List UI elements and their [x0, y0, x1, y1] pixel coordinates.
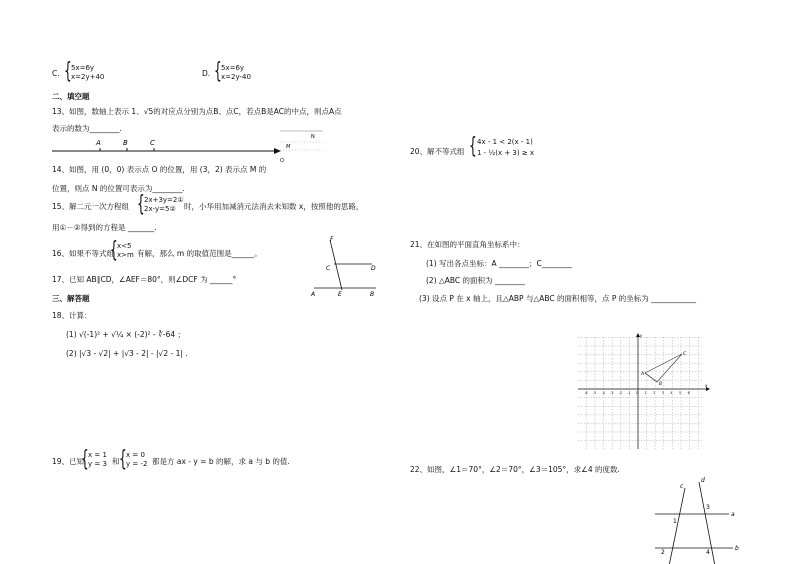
question-15-text: 时，小华用加减消元法消去未知数 x，按照他的思路， — [184, 202, 364, 211]
question-14-line1: 14、如图，用 (0，0) 表示点 O 的位置，用 (3，2) 表示点 M 的 — [52, 165, 267, 174]
question-19-system1: x = 1 y = 3 — [88, 451, 107, 468]
question-21-part2: (2) △ABC 的面积为 ________ — [426, 276, 525, 285]
question-20-system: 4x - 1 < 2(x - 1) 1 - ½(x + 3) ≥ x — [477, 138, 535, 158]
x-tick-label: -2 — [618, 391, 622, 395]
x-tick-label: -5 — [593, 391, 597, 395]
option-c-system: 5x=6y x=2y+40 — [71, 64, 105, 81]
brace: { — [64, 59, 72, 84]
question-19-system2: x = 0 y = -2 — [126, 451, 148, 468]
question-16-prefix: 16、如果不等式组 — [52, 249, 115, 258]
intersecting-lines-figure-q22 — [655, 478, 745, 564]
question-18-part1: (1) √(-1)² + √¼ × (-2)² - ∛-64 ； — [66, 330, 186, 339]
label-a: A — [311, 291, 316, 298]
x-tick-label: -1 — [627, 391, 631, 395]
line-c-label: c — [680, 483, 684, 490]
brace: { — [469, 134, 477, 159]
label-b: B — [370, 291, 375, 298]
x-tick-label: 1 — [644, 391, 647, 395]
point-c-label: C — [683, 352, 687, 357]
option-d-label: D. — [202, 69, 211, 78]
angle-2-label: 2 — [661, 549, 665, 556]
x-axis-label: x — [705, 383, 708, 388]
question-15-prefix: 15、解二元一次方程组 — [52, 202, 130, 211]
question-13-line1: 13、如图，数轴上表示 1、√5的对应点分别为点B、点C，若点B是AC的中点，则点A点 — [52, 107, 342, 116]
number-line-figure — [52, 138, 282, 158]
x-tick-label: -3 — [610, 391, 614, 395]
question-17-text: 17、已知 AB∥CD，∠AEF＝80°，则∠DCF 为 ______° — [52, 275, 237, 284]
angle-3-label: 3 — [706, 504, 710, 511]
option-c-label: C. — [52, 69, 60, 78]
question-19-text: 都是方 ax - y = b 的解，求 a 与 b 的值. — [152, 457, 290, 466]
brace: { — [110, 238, 118, 263]
question-19-prefix: 19、已知 — [52, 457, 85, 466]
option-d-system: 5x=6y x=2y-40 — [221, 64, 251, 81]
point-c-label: C — [150, 139, 155, 147]
section-fill-blank-heading: 二、填空题 — [52, 92, 90, 101]
brace: { — [137, 192, 145, 217]
line-d-label: d — [701, 477, 705, 484]
label-d: D — [371, 265, 376, 272]
question-21-part1: (1) 写出各点坐标：A ________；C________ — [426, 259, 572, 268]
grid-figure-q14 — [278, 128, 328, 166]
question-22-text: 22、如图，∠1＝70°，∠2＝70°，∠3＝105°，求∠4 的度数. — [410, 465, 620, 474]
question-15-line2: 用①－②得到的方程是 _______. — [52, 223, 157, 232]
y-axis-label: y — [640, 333, 643, 338]
label-f: F — [330, 236, 334, 243]
x-tick-label: 6 — [687, 391, 690, 395]
x-tick-label: 3 — [661, 391, 664, 395]
section-answer-heading: 三、解答题 — [52, 294, 90, 303]
question-18-title: 18、计算： — [52, 311, 92, 320]
brace: { — [81, 447, 89, 472]
question-20-prefix: 20、解不等式组 — [410, 147, 465, 156]
x-tick-label: -4 — [601, 391, 605, 395]
origin-label: O — [280, 158, 284, 164]
label-e: E — [338, 291, 342, 298]
line-a-label: a — [731, 511, 735, 518]
question-13-line2: 表示的数为________. — [52, 124, 122, 133]
point-a-label: A — [641, 372, 645, 377]
point-n-label: N — [311, 134, 315, 140]
question-21-part3: (3) 设点 P 在 x 轴上，且△ABP 与△ABC 的面积相等，点 P 的坐标为 ____________ — [419, 294, 697, 303]
question-16-system: x<5 x>m — [117, 242, 134, 259]
question-19-and: 和 — [112, 457, 120, 466]
angle-4-label: 4 — [706, 549, 710, 556]
question-14-line2: 位置，则点 N 的位置可表示为________. — [52, 184, 185, 193]
label-c: C — [326, 265, 331, 272]
brace: { — [214, 59, 222, 84]
angle-1-label: 1 — [673, 518, 677, 525]
parallel-lines-figure-q17 — [306, 234, 382, 298]
point-a-label: A — [96, 139, 101, 147]
point-b-label: B — [123, 139, 128, 147]
coordinate-plane-figure — [578, 335, 708, 451]
x-tick-label: 4 — [670, 391, 673, 395]
x-tick-label: O — [636, 391, 639, 395]
question-16-text: 有解，那么 m 的取值范围是______。 — [137, 249, 262, 258]
brace: { — [119, 447, 127, 472]
line-b-label: b — [735, 545, 739, 552]
question-15-system: 2x+3y=2① 2x-y=5② — [144, 196, 184, 213]
x-tick-label: -6 — [584, 391, 588, 395]
question-21-title: 21、在如图的平面直角坐标系中： — [410, 240, 525, 249]
x-tick-label: 5 — [679, 391, 682, 395]
question-18-part2: (2) |√3 - √2| + |√3 - 2| - |√2 - 1| . — [66, 349, 188, 358]
point-b-label: B — [659, 382, 663, 387]
x-tick-label: 2 — [653, 391, 656, 395]
point-m-label: M — [286, 144, 291, 150]
